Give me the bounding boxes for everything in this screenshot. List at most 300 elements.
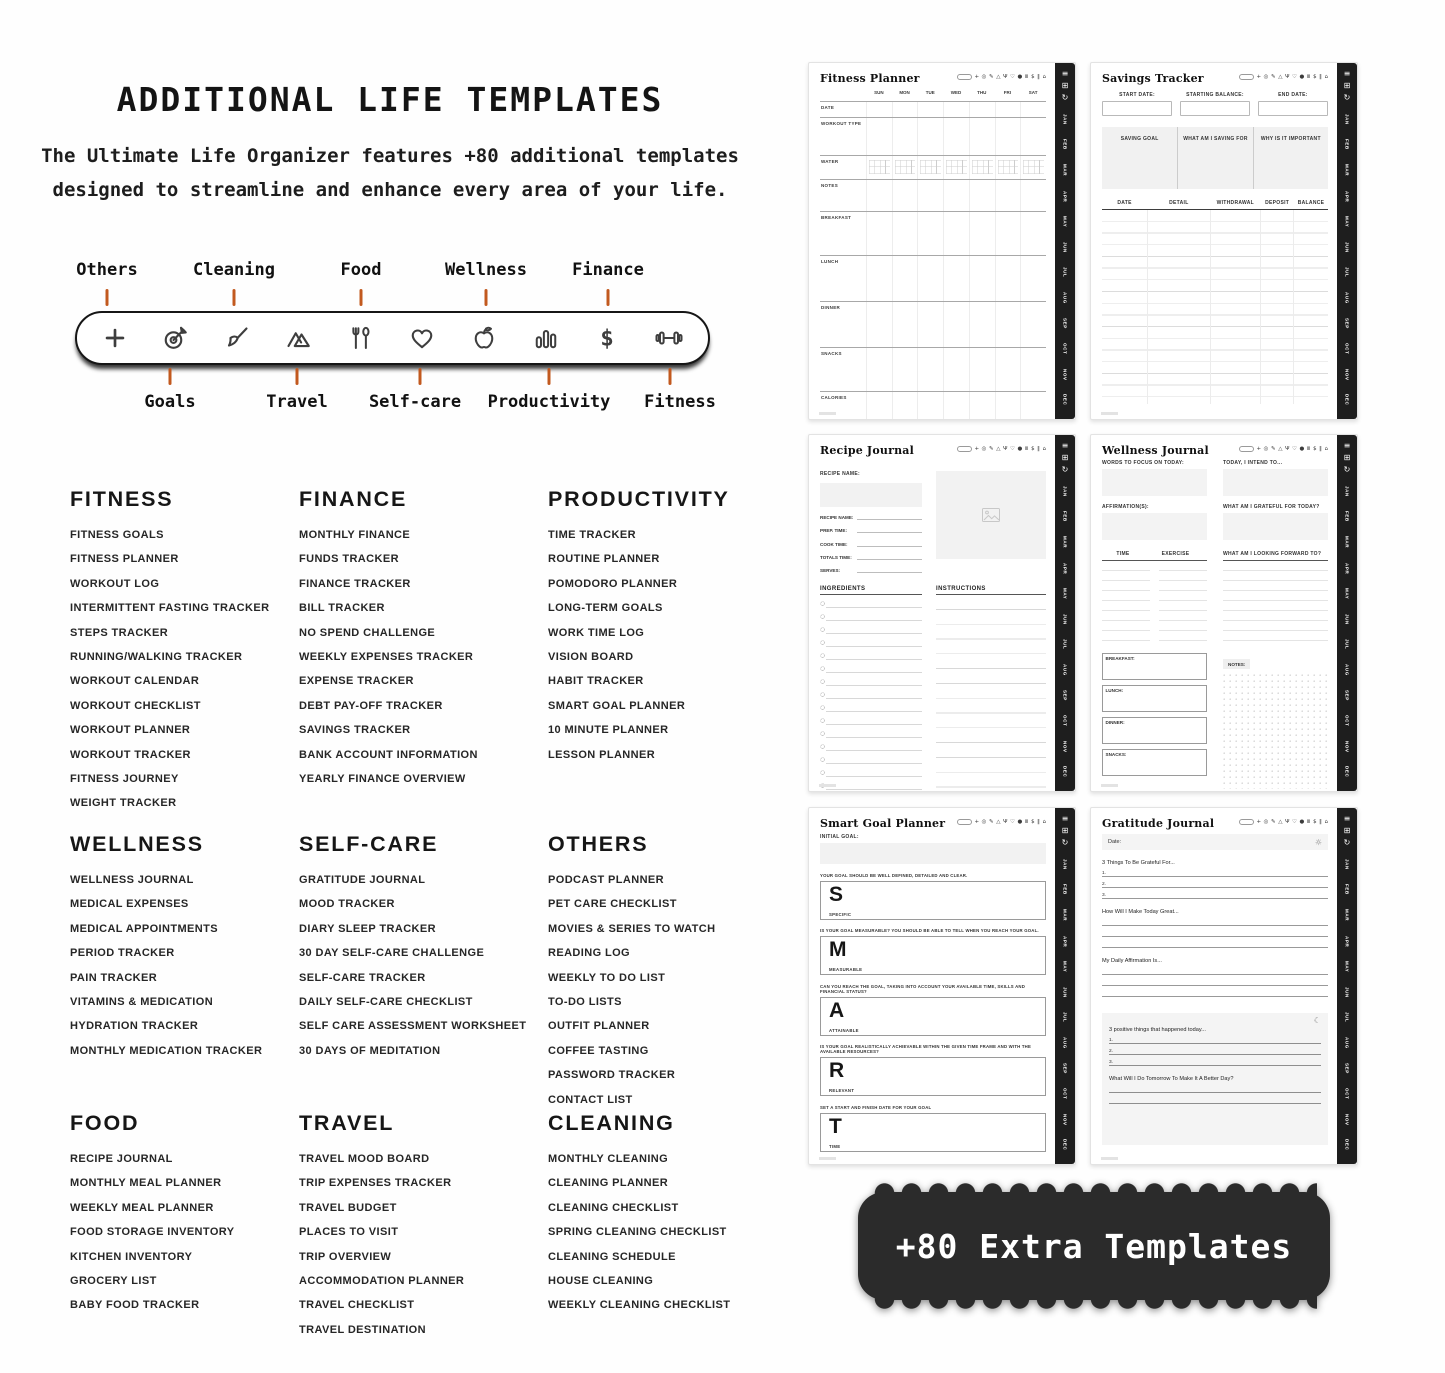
watermark — [819, 1157, 836, 1160]
view-pill — [957, 74, 972, 80]
dumbbell-icon: ‖ — [1037, 819, 1040, 825]
month-tab: JAN — [1344, 859, 1350, 870]
month-tab-sidebar — [1055, 63, 1075, 419]
template-item: WELLNESS JOURNAL — [70, 874, 194, 886]
template-item: SMART GOAL PLANNER — [548, 699, 686, 712]
table-header — [1102, 200, 1328, 210]
template-item: WORKOUT CALENDAR — [70, 675, 200, 688]
template-item: WEEKLY CLEANING CHECKLIST — [548, 1299, 731, 1312]
category-travel — [299, 1111, 548, 1348]
month-tab-sidebar — [1055, 435, 1075, 791]
template-item: MONTHLY FINANCE — [299, 529, 411, 541]
template-item: RECIPE JOURNAL — [70, 1153, 173, 1165]
tick-cleaning — [233, 289, 236, 306]
finance-dollar-icon — [592, 323, 622, 353]
grid-row-date: DATE — [820, 101, 1046, 117]
month-tab: AUG — [1062, 291, 1068, 304]
instructions-lines — [936, 595, 1046, 791]
grid-icon: ⊞ — [1343, 81, 1351, 90]
template-item: CONTACT LIST — [548, 1093, 633, 1106]
template-item: COFFEE TASTING — [548, 1044, 649, 1057]
sun-icon: ☼ — [1314, 837, 1322, 847]
mini-toolbar — [957, 446, 1046, 452]
month-tab: JAN — [1344, 114, 1350, 125]
mountains-icon: △ — [996, 819, 1001, 825]
home-icon: ⌂ — [1324, 819, 1328, 825]
template-item: BABY FOOD TRACKER — [70, 1299, 200, 1312]
label-travel: Travel — [266, 392, 328, 412]
preview-savings-tracker — [1090, 62, 1358, 420]
template-item: BANK ACCOUNT INFORMATION — [299, 748, 478, 761]
label-food: Food — [340, 260, 382, 280]
grid-row-workout-type: WORKOUT TYPE — [820, 117, 1046, 155]
template-item: WORKOUT TRACKER — [70, 748, 191, 761]
month-tab: AUG — [1062, 1036, 1068, 1049]
month-tab: AUG — [1344, 663, 1350, 676]
refresh-icon: ↻ — [1061, 838, 1069, 847]
template-item: PAIN TRACKER — [70, 971, 158, 984]
month-tab: MAR — [1062, 536, 1068, 549]
template-item: RUNNING/WALKING TRACKER — [70, 650, 243, 663]
template-item: ACCOMMODATION PLANNER — [299, 1274, 465, 1287]
month-tab: NOV — [1062, 740, 1068, 753]
template-item: FITNESS JOURNEY — [70, 772, 179, 785]
day-header-row: SUN MON TUE WED THU FRI SAT — [874, 90, 1038, 95]
grid-icon: ⊞ — [1061, 453, 1069, 462]
mini-toolbar — [1239, 819, 1328, 825]
tick-others — [106, 289, 109, 306]
grid-icon: ⊞ — [1061, 81, 1069, 90]
label-cleaning: Cleaning — [193, 260, 275, 280]
template-item: FOOD STORAGE INVENTORY — [70, 1226, 235, 1239]
category-finance — [299, 487, 548, 832]
planner-title: Recipe Journal — [820, 444, 914, 457]
selfcare-heart-icon — [407, 323, 437, 353]
category-wellness — [70, 832, 299, 1111]
month-tab: JUL — [1062, 267, 1068, 278]
month-tab: OCT — [1062, 1087, 1068, 1100]
month-tab-sidebar — [1337, 808, 1357, 1164]
heart-icon: ♡ — [1292, 819, 1297, 825]
month-tab: DEC — [1062, 394, 1068, 406]
planner-title: Savings Tracker — [1102, 72, 1204, 85]
template-item: FITNESS GOALS — [70, 529, 164, 541]
template-item: GROCERY LIST — [70, 1274, 157, 1287]
template-item: NO SPEND CHALLENGE — [299, 626, 436, 639]
tick-travel — [296, 368, 299, 385]
template-item: PLACES TO VISIT — [299, 1226, 399, 1239]
home-icon: ⌂ — [1042, 74, 1046, 80]
menu-icon: ≡ — [1343, 69, 1351, 78]
cutlery-icon: Ψ — [1285, 819, 1290, 825]
template-item: WORKOUT CHECKLIST — [70, 699, 201, 712]
watermark — [1101, 412, 1118, 415]
month-tab: JAN — [1062, 486, 1068, 497]
refresh-icon: ↻ — [1061, 93, 1069, 102]
template-item: CLEANING PLANNER — [548, 1177, 669, 1190]
view-pill — [957, 446, 972, 452]
month-tab: JUL — [1062, 1012, 1068, 1023]
planner-page: Gratitude Journal + ◎ ✎ △ Ψ ♡ ● ⅲ $ ‖ ⌂ Date: ☼ 3 Things To Be Grateful For... 1. 2. 3. How Will I Make Today Great... My Daily Affirmation Is... ☾ 3 positive things that happened today... 1. 2. 3. What Will I Do Tomorrow To Make It A Better Day? — [1091, 808, 1337, 1164]
month-tab: FEB — [1344, 139, 1350, 151]
template-item: 30 DAYS OF MEDITATION — [299, 1044, 441, 1057]
template-item: VISION BOARD — [548, 650, 634, 663]
broom-icon: ✎ — [1271, 74, 1276, 80]
home-icon: ⌂ — [1324, 74, 1328, 80]
preview-smart-goal-planner — [808, 807, 1076, 1165]
template-item: MONTHLY MEDICATION TRACKER — [70, 1044, 263, 1057]
template-item: DAILY SELF-CARE CHECKLIST — [299, 995, 473, 1008]
month-tab: SEP — [1062, 317, 1068, 329]
template-item: TO-DO LISTS — [548, 995, 622, 1008]
label-selfcare: Self-care — [368, 392, 462, 412]
template-item: INTERMITTENT FASTING TRACKER — [70, 602, 270, 615]
label-others: Others — [76, 260, 138, 280]
template-item: WEEKLY EXPENSES TRACKER — [299, 650, 474, 663]
month-tab: JUN — [1344, 242, 1350, 253]
month-tab-sidebar — [1337, 63, 1357, 419]
svg-text:$: $ — [600, 325, 615, 352]
input-box — [1258, 101, 1328, 116]
month-tab: MAY — [1062, 588, 1068, 600]
month-tab: DEC — [1344, 1139, 1350, 1151]
home-icon: ⌂ — [1042, 819, 1046, 825]
evening-panel: ☾ 3 positive things that happened today... 1. 2. 3. What Will I Do Tomorrow To Make It A Better Day? — [1102, 1013, 1328, 1145]
category-lists — [70, 487, 760, 1348]
category-food — [70, 1111, 299, 1348]
template-item: WORK TIME LOG — [548, 626, 645, 639]
template-item: SAVINGS TRACKER — [299, 724, 411, 737]
month-tab: MAR — [1344, 909, 1350, 922]
bar-chart-icon: ⅲ — [1024, 819, 1029, 825]
month-tab-sidebar — [1337, 435, 1357, 791]
template-item: LESSON PLANNER — [548, 748, 656, 761]
travel-mountains-icon — [284, 323, 314, 353]
view-pill — [957, 819, 972, 825]
month-tab: FEB — [1062, 511, 1068, 523]
category-title: WELLNESS — [70, 832, 204, 856]
apple-icon: ● — [1299, 446, 1305, 452]
template-item: GRATITUDE JOURNAL — [299, 874, 426, 886]
label-goals: Goals — [144, 392, 196, 412]
image-icon — [982, 508, 1000, 522]
month-tab: NOV — [1344, 740, 1350, 753]
column-header: DEPOSIT — [1265, 200, 1290, 206]
planner-title: Wellness Journal — [1102, 444, 1209, 457]
plus-icon: + — [974, 819, 980, 825]
month-tab: MAR — [1062, 909, 1068, 922]
template-item: HABIT TRACKER — [548, 675, 644, 688]
month-tab: JAN — [1062, 859, 1068, 870]
target-icon: ◎ — [1263, 446, 1269, 452]
grid-icon: ⊞ — [1343, 826, 1351, 835]
month-tab: AUG — [1344, 291, 1350, 304]
broom-icon: ✎ — [989, 446, 994, 452]
month-tab: JUL — [1344, 1012, 1350, 1023]
template-item: STEPS TRACKER — [70, 626, 169, 639]
month-tab: JUN — [1344, 614, 1350, 625]
month-tab: DEC — [1062, 1139, 1068, 1151]
mini-toolbar — [957, 74, 1046, 80]
category-icon-bar-section — [0, 258, 770, 423]
grateful-heading: 3 Things To Be Grateful For... — [1102, 860, 1175, 866]
template-item: TRAVEL DESTINATION — [299, 1323, 426, 1336]
mountains-icon: △ — [996, 446, 1001, 452]
plus-icon: + — [1256, 446, 1262, 452]
broom-icon: ✎ — [1271, 819, 1276, 825]
productivity-chart-icon — [531, 323, 561, 353]
template-item: MONTHLY CLEANING — [548, 1153, 669, 1165]
hero-section — [30, 80, 750, 207]
month-tab: SEP — [1344, 317, 1350, 329]
moon-icon: ☾ — [1313, 1016, 1321, 1025]
category-others — [548, 832, 760, 1111]
column-header: DATE — [1117, 200, 1132, 206]
tick-selfcare — [419, 368, 422, 385]
template-item: FINANCE TRACKER — [299, 577, 411, 590]
heart-icon: ♡ — [1292, 446, 1297, 452]
month-tab: SEP — [1344, 689, 1350, 701]
category-cleaning — [548, 1111, 760, 1348]
table-rows — [1102, 210, 1328, 404]
tick-productivity — [548, 368, 551, 385]
planner-title: Gratitude Journal — [1102, 817, 1215, 830]
grid-row-breakfast: BREAKFAST — [820, 211, 1046, 255]
food-cutlery-icon — [346, 323, 376, 353]
tick-wellness — [485, 289, 488, 306]
template-item: HYDRATION TRACKER — [70, 1020, 199, 1033]
dumbbell-icon: ‖ — [1037, 74, 1040, 80]
template-item: VITAMINS & MEDICATION — [70, 995, 214, 1008]
mountains-icon: △ — [996, 74, 1001, 80]
refresh-icon: ↻ — [1343, 93, 1351, 102]
target-icon: ◎ — [981, 446, 987, 452]
category-fitness — [70, 487, 299, 832]
column-header: WITHDRAWAL — [1216, 200, 1255, 206]
cutlery-icon: Ψ — [1003, 74, 1008, 80]
planner-title: Fitness Planner — [820, 72, 920, 85]
mini-toolbar — [1239, 446, 1328, 452]
month-tab: OCT — [1344, 1087, 1350, 1100]
template-item: CLEANING CHECKLIST — [548, 1201, 679, 1214]
extra-templates-badge — [858, 1192, 1330, 1300]
mountains-icon: △ — [1278, 74, 1283, 80]
month-tab: SEP — [1062, 689, 1068, 701]
bar-chart-icon: ⅲ — [1306, 74, 1311, 80]
template-item: PASSWORD TRACKER — [548, 1069, 676, 1082]
tick-goals — [169, 368, 172, 385]
month-tab-sidebar — [1055, 808, 1075, 1164]
dollar-icon: $ — [1313, 74, 1317, 80]
watermark — [1101, 784, 1118, 787]
preview-recipe-journal — [808, 434, 1076, 792]
month-tab: JUL — [1062, 639, 1068, 650]
month-tab: MAY — [1344, 216, 1350, 228]
grid-icon: ⊞ — [1343, 453, 1351, 462]
preview-gratitude-journal — [1090, 807, 1358, 1165]
month-tab: SEP — [1344, 1062, 1350, 1074]
target-icon: ◎ — [981, 74, 987, 80]
planner-page: Wellness Journal + ◎ ✎ △ Ψ ♡ ● ⅲ $ ‖ ⌂ WORDS TO FOCUS ON TODAY: TODAY, I INTEND TO... AFFIRMATION(S): WHAT AM I GRATEFUL FOR TODAY? TIME EXERCISE WHAT AM I LOOKING FORWARD TO? BREAKFAST: LUNCH: DINNER: SNACKS: NOTES: — [1091, 435, 1337, 791]
mini-toolbar — [1239, 74, 1328, 80]
heart-icon: ♡ — [1010, 446, 1015, 452]
home-icon: ⌂ — [1042, 446, 1046, 452]
broom-icon: ✎ — [989, 74, 994, 80]
recipe-name-label: RECIPE NAME: — [820, 471, 860, 477]
month-tab: FEB — [1062, 884, 1068, 896]
category-title: OTHERS — [548, 832, 649, 856]
plus-icon: + — [974, 74, 980, 80]
subtitle-line-2: designed to streamline and enhance every area of your life. — [52, 179, 728, 201]
notes-dot-grid — [1223, 674, 1328, 789]
preview-fitness-planner — [808, 62, 1076, 420]
month-tab: JUN — [1062, 614, 1068, 625]
label-productivity: Productivity — [487, 392, 611, 412]
template-item: TRAVEL BUDGET — [299, 1201, 397, 1214]
dollar-icon: $ — [1313, 819, 1317, 825]
view-pill — [1239, 446, 1254, 452]
affirmation-heading: My Daily Affirmation Is... — [1102, 958, 1162, 964]
page-title: ADDITIONAL LIFE TEMPLATES — [116, 80, 664, 119]
heart-icon: ♡ — [1010, 74, 1015, 80]
template-item: FUNDS TRACKER — [299, 553, 399, 566]
category-title: SELF-CARE — [299, 832, 439, 856]
template-item: MEDICAL EXPENSES — [70, 898, 189, 911]
template-item: HOUSE CLEANING — [548, 1274, 654, 1287]
template-item: TRAVEL MOOD BOARD — [299, 1153, 430, 1165]
apple-icon: ● — [1017, 446, 1023, 452]
template-item: WORKOUT LOG — [70, 577, 160, 590]
month-tab: DEC — [1062, 766, 1068, 778]
template-item: WORKOUT PLANNER — [70, 724, 191, 737]
saving-goal-panel: SAVING GOAL WHAT AM I SAVING FOR WHY IS IT IMPORTANT — [1102, 127, 1328, 189]
month-tab: OCT — [1344, 342, 1350, 355]
template-item: FITNESS PLANNER — [70, 553, 179, 566]
template-item: PET CARE CHECKLIST — [548, 898, 677, 911]
month-tab: DEC — [1344, 394, 1350, 406]
month-tab: FEB — [1344, 511, 1350, 523]
month-tab: MAR — [1344, 536, 1350, 549]
bar-chart-icon: ⅲ — [1306, 446, 1311, 452]
month-tab: MAY — [1062, 961, 1068, 973]
grid-row-dinner: DINNER — [820, 301, 1046, 347]
grid-row-snacks: SNACKS — [820, 347, 1046, 391]
preview-wellness-journal — [1090, 434, 1358, 792]
initial-goal-box — [820, 843, 1046, 864]
watermark — [819, 784, 836, 787]
month-tab: JUN — [1344, 987, 1350, 998]
template-item: MOVIES & SERIES TO WATCH — [548, 922, 716, 935]
template-item: EXPENSE TRACKER — [299, 675, 414, 688]
category-title: CLEANING — [548, 1111, 675, 1135]
mountains-icon: △ — [1278, 446, 1283, 452]
bar-chart-icon: ⅲ — [1024, 446, 1029, 452]
cleaning-broom-icon — [222, 323, 252, 353]
template-item: SPRING CLEANING CHECKLIST — [548, 1226, 727, 1239]
refresh-icon: ↻ — [1343, 838, 1351, 847]
cutlery-icon: Ψ — [1285, 446, 1290, 452]
cutlery-icon: Ψ — [1285, 74, 1290, 80]
template-item: OUTFIT PLANNER — [548, 1020, 650, 1033]
template-item: READING LOG — [548, 947, 631, 960]
dollar-icon: $ — [1031, 446, 1035, 452]
plus-icon: + — [1256, 74, 1262, 80]
badge-label: +80 Extra Templates — [895, 1226, 1293, 1266]
month-tab: AUG — [1062, 663, 1068, 676]
tick-finance — [607, 289, 610, 306]
template-item: 10 MINUTE PLANNER — [548, 724, 669, 737]
template-item: MEDICAL APPOINTMENTS — [70, 922, 218, 935]
fitness-dumbbell-icon — [654, 323, 684, 353]
month-tab: OCT — [1344, 714, 1350, 727]
month-tab: FEB — [1062, 139, 1068, 151]
plus-icon: + — [1256, 819, 1262, 825]
template-item: MONTHLY MEAL PLANNER — [70, 1177, 222, 1190]
input-box — [1102, 101, 1172, 116]
dollar-icon: $ — [1031, 819, 1035, 825]
breakfast-box: BREAKFAST: — [1102, 653, 1207, 680]
icon-bar — [75, 311, 710, 365]
menu-icon: ≡ — [1061, 814, 1069, 823]
template-item: SELF CARE ASSESSMENT WORKSHEET — [299, 1020, 527, 1033]
template-item: LONG-TERM GOALS — [548, 602, 663, 615]
tomorrow-heading: What Will I Do Tomorrow To Make It A Better Day? — [1109, 1076, 1234, 1082]
date-bar: Date: ☼ — [1102, 834, 1328, 850]
category-title: FOOD — [70, 1111, 140, 1135]
template-item: DEBT PAY-OFF TRACKER — [299, 699, 443, 712]
dumbbell-icon: ‖ — [1319, 446, 1322, 452]
month-tab: JUN — [1062, 987, 1068, 998]
month-tab: NOV — [1062, 368, 1068, 381]
month-tab: AUG — [1344, 1036, 1350, 1049]
dumbbell-icon: ‖ — [1319, 819, 1322, 825]
month-tab: NOV — [1062, 1113, 1068, 1126]
label-wellness: Wellness — [445, 260, 527, 280]
cutlery-icon: Ψ — [1003, 446, 1008, 452]
target-icon: ◎ — [1263, 819, 1269, 825]
template-item: CLEANING SCHEDULE — [548, 1250, 676, 1263]
month-tab: OCT — [1062, 714, 1068, 727]
instructions-header: INSTRUCTIONS — [936, 586, 1046, 596]
dumbbell-icon: ‖ — [1037, 446, 1040, 452]
great-heading: How Will I Make Today Great... — [1102, 909, 1179, 915]
heart-icon: ♡ — [1292, 74, 1297, 80]
month-tab: MAY — [1344, 588, 1350, 600]
grid-row-calories: CALORIES — [820, 391, 1046, 419]
category-productivity — [548, 487, 760, 832]
template-item: TRIP EXPENSES TRACKER — [299, 1177, 452, 1190]
template-item: 30 DAY SELF-CARE CHALLENGE — [299, 947, 485, 960]
grid-row-lunch: LUNCH — [820, 255, 1046, 301]
input-box — [1180, 101, 1250, 116]
heart-icon: ♡ — [1010, 819, 1015, 825]
dollar-icon: $ — [1313, 446, 1317, 452]
grid-row-notes: NOTES — [820, 179, 1046, 211]
column-header: DETAIL — [1169, 200, 1189, 206]
fitness-grid — [820, 90, 1046, 419]
template-item: PODCAST PLANNER — [548, 874, 665, 886]
photo-placeholder — [936, 471, 1046, 559]
category-selfcare — [299, 832, 548, 1111]
category-title: PRODUCTIVITY — [548, 487, 730, 511]
tick-fitness — [669, 368, 672, 385]
home-icon: ⌂ — [1324, 446, 1328, 452]
template-item: PERIOD TRACKER — [70, 947, 175, 960]
template-item: TIME TRACKER — [548, 529, 636, 541]
notes-label: NOTES: — [1223, 659, 1250, 669]
plus-icon — [101, 324, 129, 352]
month-tab: APR — [1344, 562, 1350, 575]
